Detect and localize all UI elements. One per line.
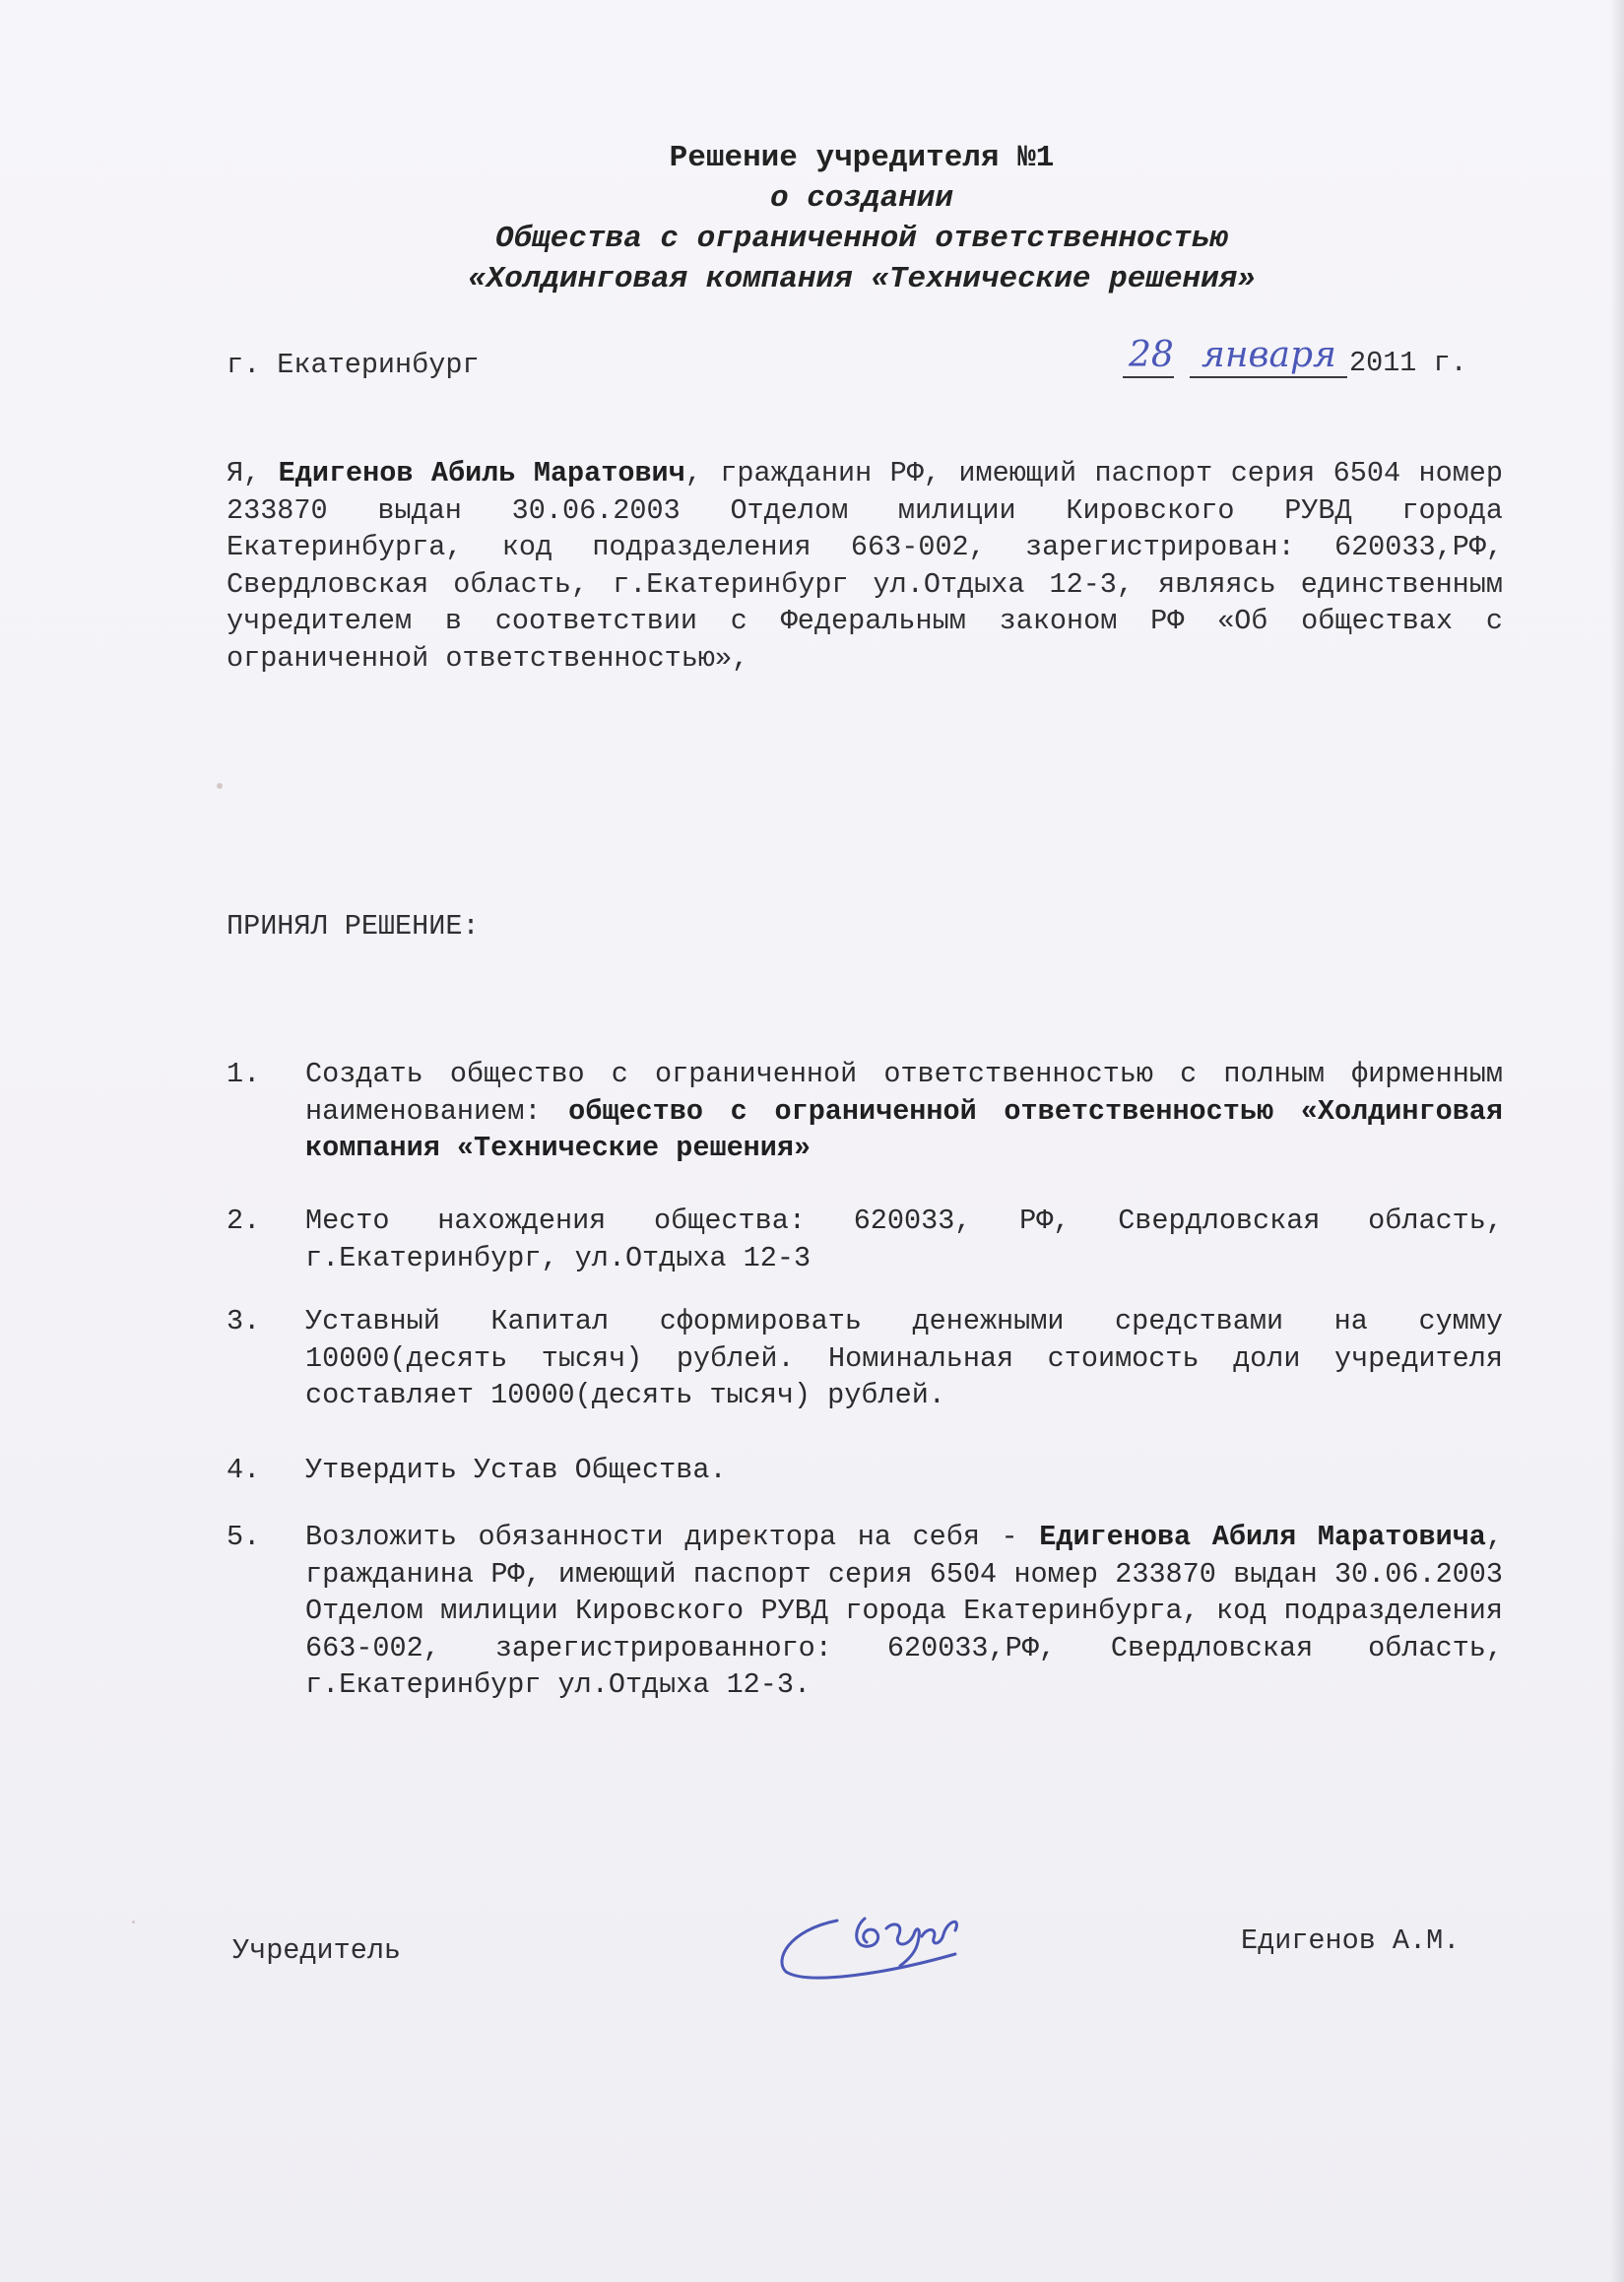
- item-text-plain: Возложить обязанности директора на себя -: [305, 1521, 1040, 1553]
- item-text-bold: Едигенова Абиля Маратовича: [1039, 1521, 1486, 1553]
- intro-person: Едигенов Абиль Маратович: [278, 457, 685, 489]
- date-day-handwritten: 28: [1129, 335, 1174, 375]
- list-item-number: 3.: [227, 1305, 261, 1337]
- intro-prefix: Я,: [227, 457, 279, 489]
- title-line-3: Общества с ограниченной ответственностью: [494, 222, 1229, 256]
- item-text-tail: , гражданина РФ, имеющий паспорт серия 6504 номер 233870 выдан 30.06.2003 Отделом милиции Кировского РУВД города Екатеринбурга, код подразделения 663-002, зарегистрированного: 620033,РФ, Свердловская область, г.Екатеринбург ул.Отдыха 12-3.: [305, 1521, 1503, 1701]
- list-item-number: 4.: [227, 1454, 261, 1486]
- page-edge-shadow: [1610, 0, 1624, 2282]
- intro-rest: , гражданин РФ, имеющий паспорт серия 6504 номер 233870 выдан 30.06.2003 Отделом милиции Кировского РУВД города Екатеринбурга, код подразделения 663-002, зарегистрирован: 620033,РФ, Свердловская область, г.Екатеринбург ул.Отдыха 12-3, являясь единственным учредителем в соответствии с Федеральным законом РФ «Об обществах с ограниченной ответственностью»,: [227, 457, 1503, 675]
- date-day-underline: [1123, 376, 1174, 378]
- signature-image: [768, 1891, 985, 1999]
- list-item-number: 5.: [227, 1521, 261, 1553]
- intro-paragraph: [227, 455, 1503, 677]
- title-line-1: Решение учредителя №1: [669, 141, 1055, 175]
- list-item-text: [305, 1519, 1503, 1704]
- item-text-bold: общество с ограниченной ответственностью «Холдинговая компания «Технические решения»: [305, 1094, 1504, 1164]
- signer-label: Учредитель: [232, 1934, 402, 1967]
- date-month-underline: [1190, 376, 1347, 378]
- date-month-handwritten: января: [1202, 335, 1336, 375]
- list-item-number: 1.: [227, 1058, 261, 1090]
- item-text-plain: Утвердить Устав Общества.: [305, 1454, 727, 1486]
- document-date: [1123, 335, 1487, 384]
- list-item-text: [305, 1203, 1503, 1276]
- item-text-plain: Уставный Капитал сформировать денежными средствами на сумму 10000(десять тысяч) рублей. Номинальная стоимость доли учредителя составляет 10000(десять тысяч) рублей.: [305, 1305, 1503, 1411]
- list-item-text: [305, 1056, 1503, 1167]
- list-item-number: 2.: [227, 1205, 261, 1237]
- document-title: [197, 138, 1527, 299]
- list-item-text: [305, 1452, 1503, 1489]
- paper-speck: [217, 783, 223, 789]
- title-line-2: о создании: [769, 181, 954, 216]
- decision-heading: ПРИНЯЛ РЕШЕНИЕ:: [227, 910, 480, 943]
- paper-speck: [746, 1532, 749, 1543]
- city: г. Екатеринбург: [227, 349, 480, 381]
- item-text-plain: Место нахождения общества: 620033, РФ, Свердловская область, г.Екатеринбург, ул.Отдыха 12-3: [305, 1205, 1503, 1274]
- signer-name: Едигенов А.М.: [1241, 1924, 1461, 1957]
- date-year: 2011 г.: [1349, 347, 1467, 379]
- item-text-plain: Создать общество с ограниченной ответственностью с полным фирменным наименованием:: [305, 1058, 1503, 1128]
- paper-speck: [132, 1921, 135, 1923]
- list-item-text: [305, 1303, 1503, 1414]
- title-line-4: «Холдинговая компания «Технические решения»: [468, 262, 1256, 296]
